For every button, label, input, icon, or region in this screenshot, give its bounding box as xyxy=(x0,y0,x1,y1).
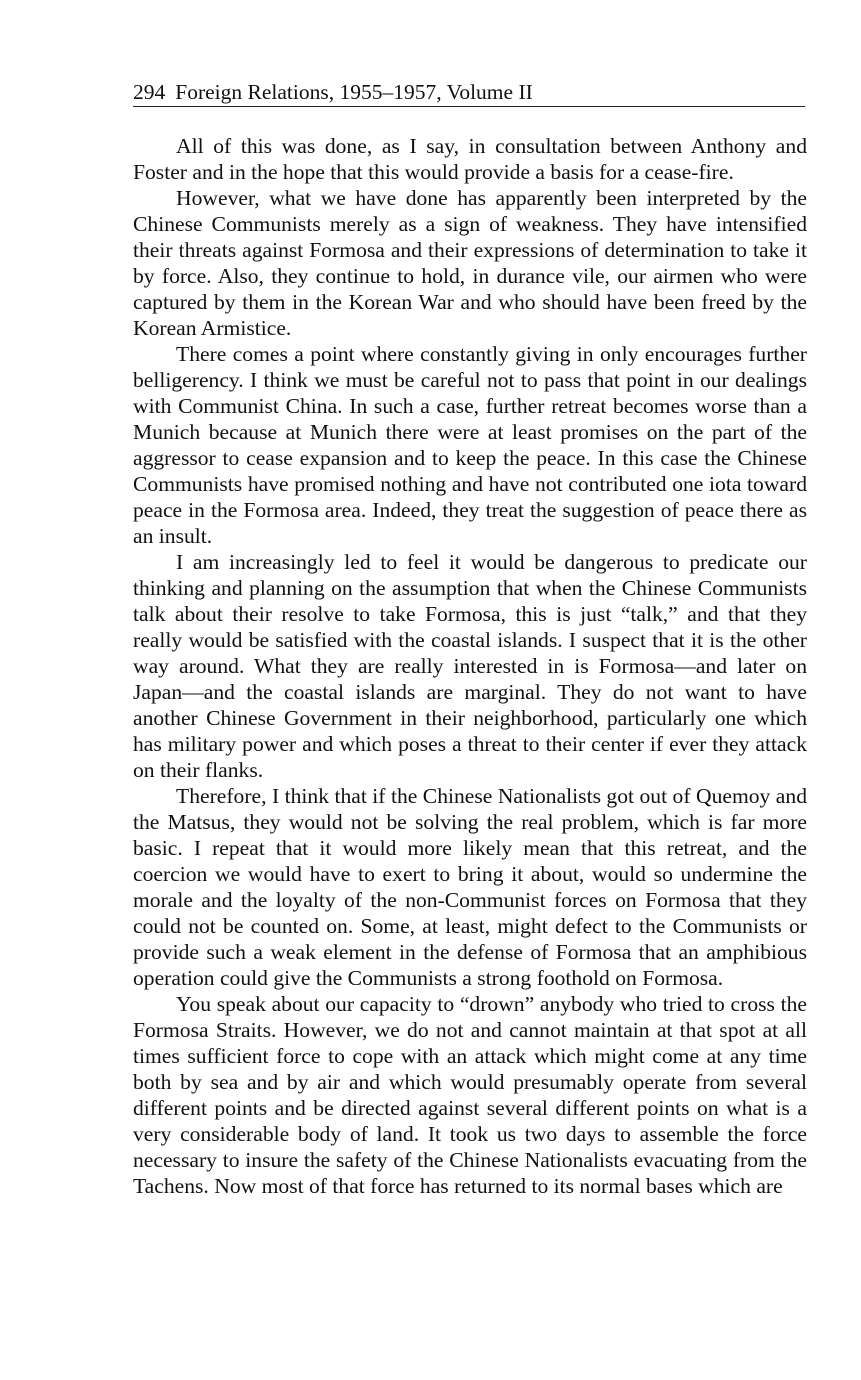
running-head xyxy=(133,78,805,107)
paragraph: Therefore, I think that if the Chinese Nationalists got out of Quemoy and the Matsus, they would not be solving the real problem, which is far more basic. I repeat that it would more likely mean that this retreat, and the coercion we would have to exert to bring it about, would so undermine the morale and the loyalty of the non-Communist forces on Formosa that they could not be counted on. Some, at least, might defect to the Communists or provide such a weak element in the defense of Formosa that an amphibious operation could give the Communists a strong foothold on Formosa. xyxy=(133,784,807,990)
paragraph: However, what we have done has apparently been interpreted by the Chinese Communists merely as a sign of weakness. They have intensified their threats against Formosa and their expressions of determination to take it by force. Also, they continue to hold, in durance vile, our airmen who were captured by them in the Korean War and who should have been freed by the Korean Armistice. xyxy=(133,186,807,340)
body-text xyxy=(133,133,807,1199)
paragraph: I am increasingly led to feel it would be dangerous to predicate our thinking and planning on the assumption that when the Chinese Communists talk about their resolve to take Formosa, this is just “talk,” and that they really would be satisfied with the coastal islands. I suspect that it is the other way around. What they are really interested in is Formosa—and later on Japan—and the coastal islands are marginal. They do not want to have another Chinese Government in their neighborhood, particularly one which has military power and which poses a threat to their center if ever they attack on their flanks. xyxy=(133,550,807,782)
running-title: Foreign Relations, 1955–1957, Volume II xyxy=(175,80,533,104)
paragraph: All of this was done, as I say, in consultation between Anthony and Foster and in the hope that this would provide a basis for a cease-fire. xyxy=(133,134,807,184)
page-number: 294 xyxy=(133,80,166,104)
paragraph: You speak about our capacity to “drown” anybody who tried to cross the Formosa Straits. However, we do not and cannot maintain at that spot at all times sufficient force to cope with an attack which might come at any time both by sea and by air and which would presumably operate from several different points and be directed against several different points on what is a very considerable body of land. It took us two days to assemble the force necessary to insure the safety of the Chinese Nationalists evacuating from the Tachens. Now most of that force has returned to its normal bases which are xyxy=(133,992,807,1198)
paragraph: There comes a point where constantly giving in only encourages further belligerency. I think we must be careful not to pass that point in our dealings with Communist China. In such a case, further retreat becomes worse than a Munich because at Munich there were at least promises on the part of the aggressor to cease expansion and to keep the peace. In this case the Chinese Communists have promised nothing and have not contributed one iota toward peace in the Formosa area. Indeed, they treat the suggestion of peace there as an insult. xyxy=(133,342,807,548)
